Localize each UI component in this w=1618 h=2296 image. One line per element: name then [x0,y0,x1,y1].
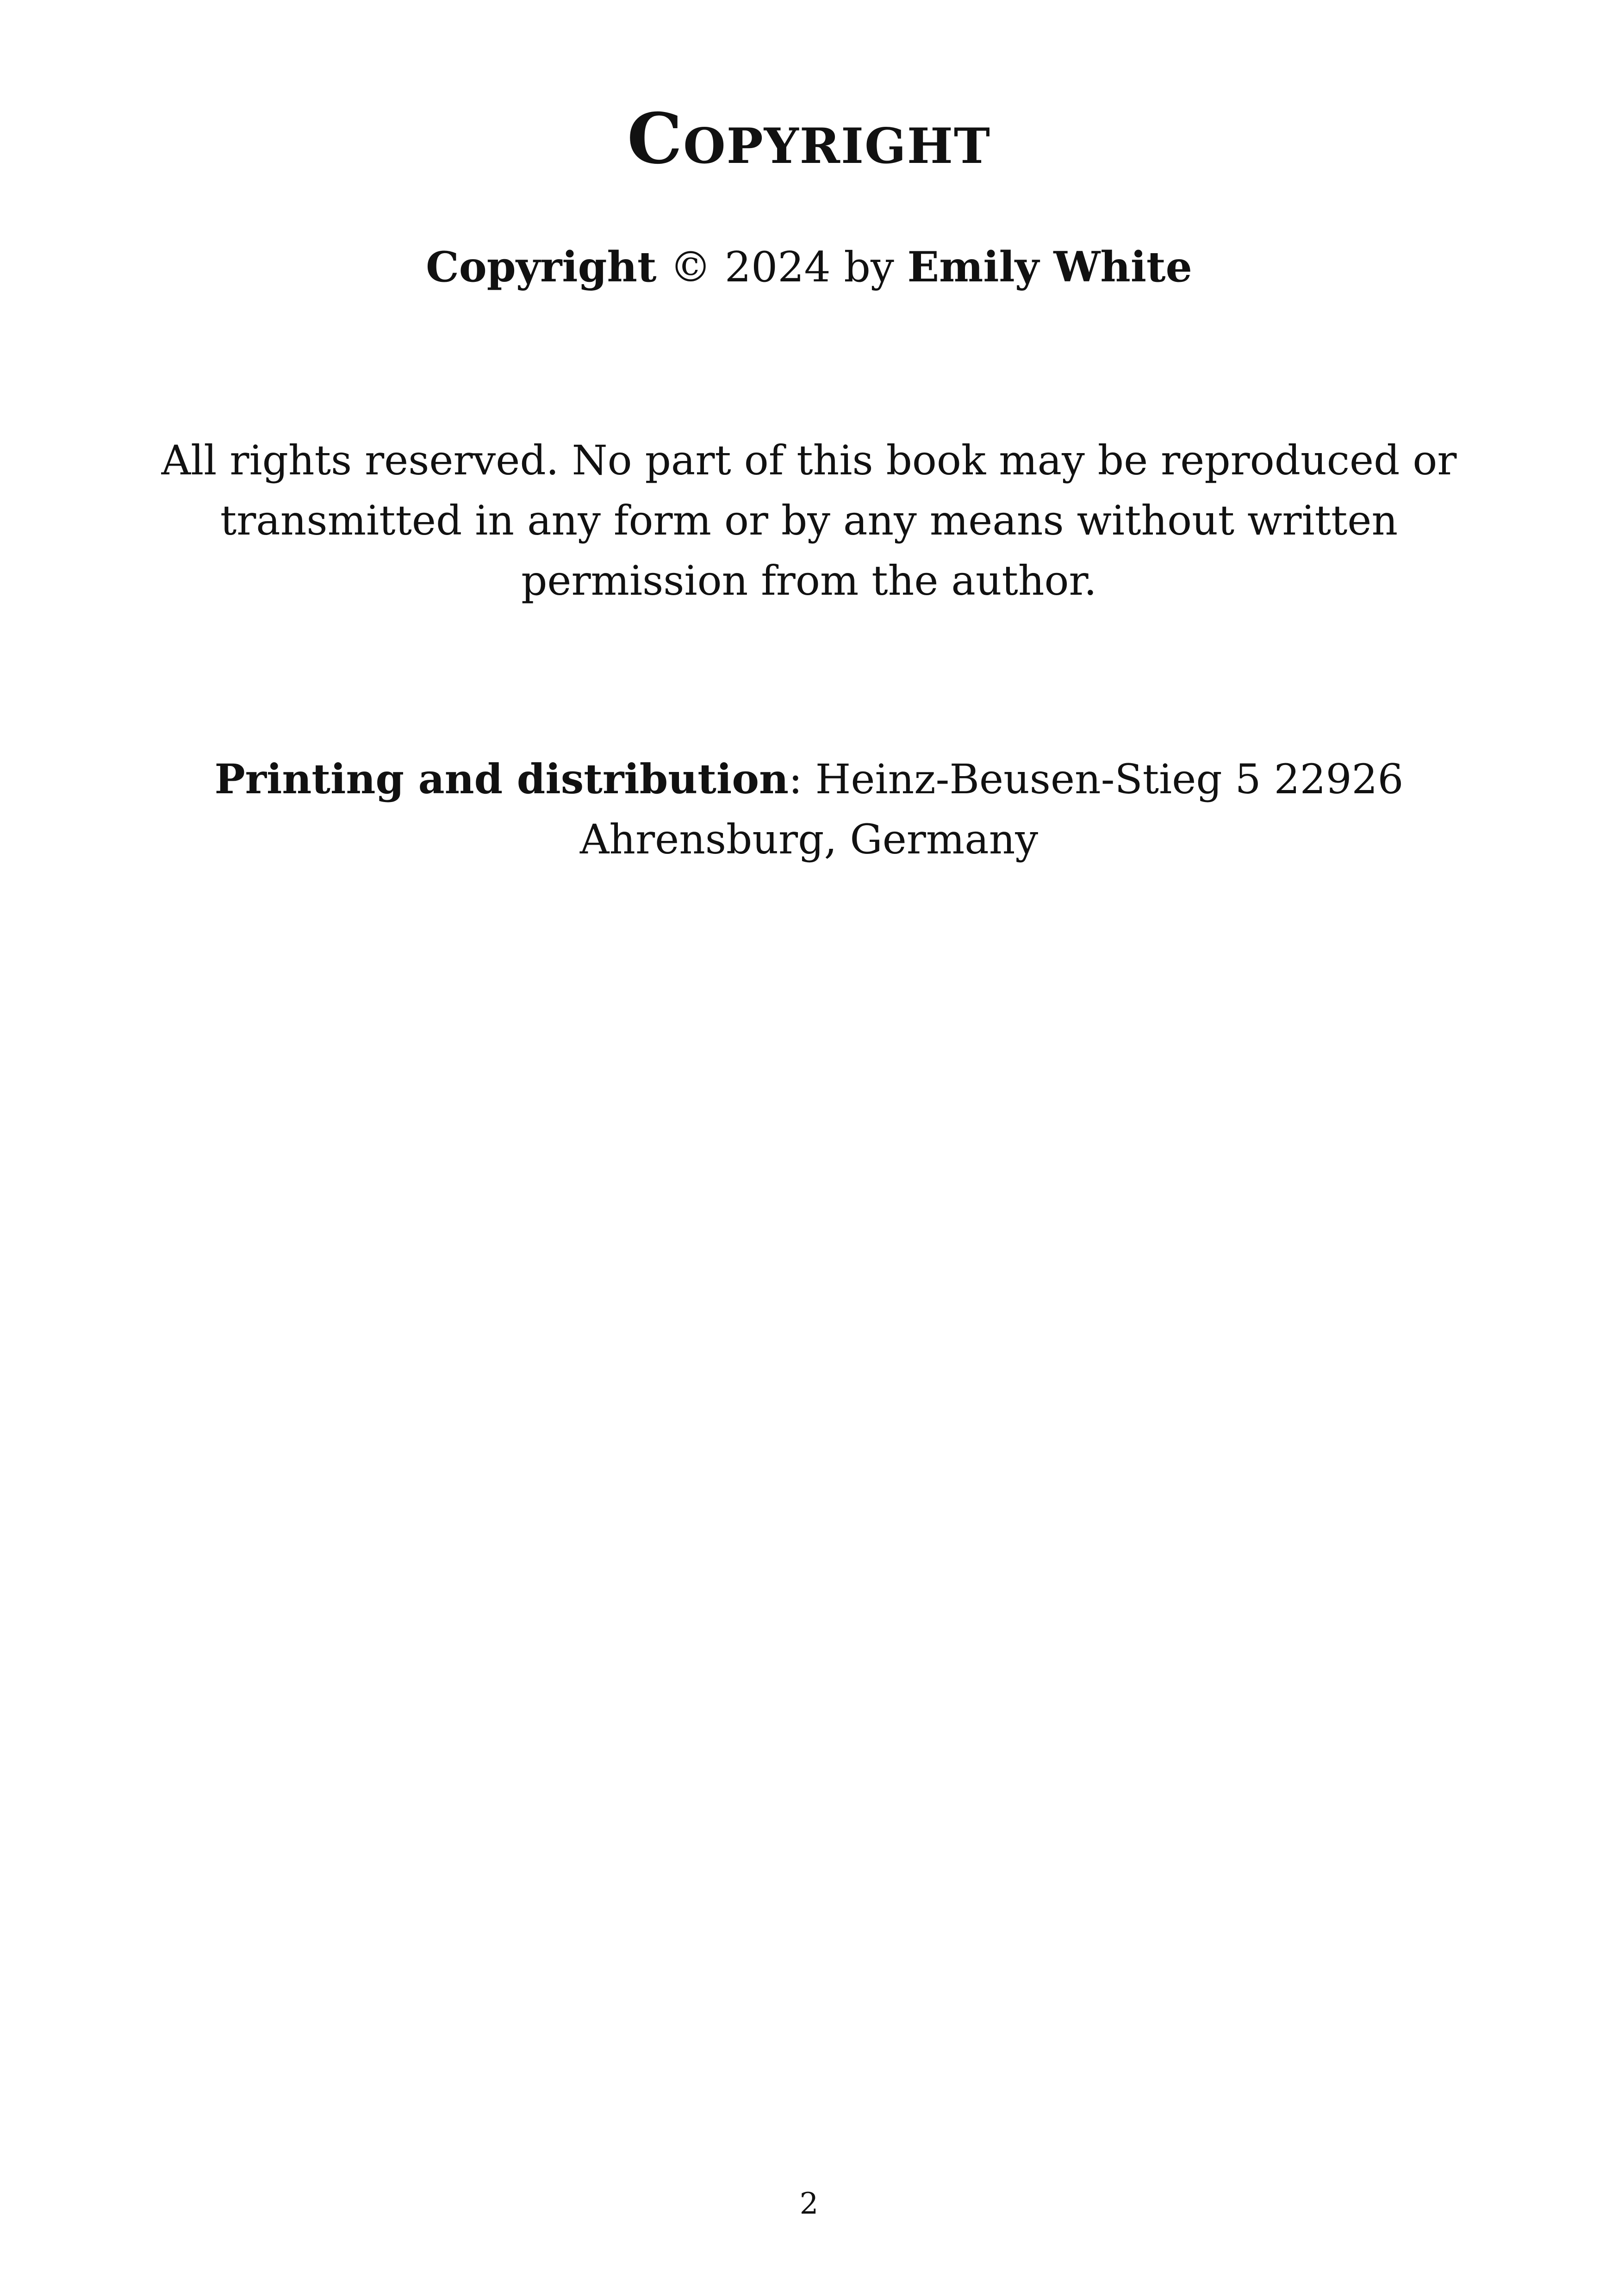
copyright-label: Copyright [426,243,657,292]
page-number: 2 [799,2187,819,2221]
copyright-year-text: © 2024 by [656,243,908,292]
page-title: Copyright [627,98,991,180]
author-name: Emily White [907,243,1192,292]
rights-statement: All rights reserved. No part of this book may be reproduced or transmitted in any form or by any means without written permission from the author. [161,436,1457,604]
printing-separator: : [789,755,815,803]
printing-label: Printing and distribution [214,755,789,803]
copyright-line [0,237,1618,298]
printing-address: Heinz-Beusen-Stieg 5 22926 Ahrensburg, Germany [579,755,1404,863]
printing-distribution [116,749,1502,870]
